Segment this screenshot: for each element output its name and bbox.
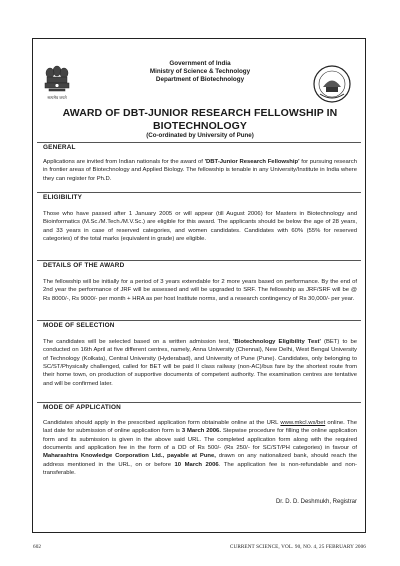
svg-text:सत्यमेव जयते: सत्यमेव जयते [47,95,67,100]
divider [37,260,361,261]
ministry-line: Ministry of Science & Technology [149,68,251,75]
journal-citation: CURRENT SCIENCE, VOL. 90, NO. 4, 25 FEBRUARY 2006 [229,544,366,550]
issuing-authority [90,60,310,84]
divider [37,402,361,403]
general-paragraph: Applications are invited from Indian nationals for the award of 'DBT-Junior Research Fellowship' for pursuing research in frontier areas of Biotechnology and Applied Biology. The fellowship is tenable in any University/Institute in India where they can register for Ph.D. [43,159,357,182]
page-number: 602 [33,544,42,550]
section-heading-details: DETAILS OF THE AWARD [43,262,125,269]
section-heading-application: MODE OF APPLICATION [43,404,121,411]
national-emblem-icon [40,62,74,102]
section-heading-selection: MODE OF SELECTION [43,322,115,329]
divider [37,142,361,143]
divider [37,192,361,193]
page-title: AWARD OF DBT-JUNIOR RESEARCH FELLOWSHIP IN BIOTECHNOLOGY [62,107,338,132]
selection-paragraph: The candidates will be selected based on a written admission test, 'Biotechnology Eligibility Test' (BET) to be conducted on 16th April at five different centres, namely, Anna University (Chennai), New Delhi, West Bengal University of Technology (Kolkata), Central University (Hyderabad), and University of Pune (Pune). Candidates, only belonging to SC/ST/Physically challenged, called for BET will be paid II class railway (non-AC)/bus fare by the shortest route from their home town, on production of supportive documents of competent authority. The examination centres are tentative and will be confirmed later. [43,339,357,387]
eligibility-paragraph: Those who have passed after 1 January 2005 or will appear (till August 2006) for Masters in Biotechnology and Bioinformatics (M.Sc./M.Tech./M.V.Sc.) are eligible for this award. The applicants should be below the age of 28 years, and 33 years in case of reserved categories, and women candidates. Candidates with 60% (55% for reserved categories) of the total marks (equivalent in grade) are eligible. [43,211,357,243]
section-heading-eligibility: ELIGIBILITY [43,194,83,201]
application-paragraph: Candidates should apply in the prescribed application form obtainable online at the URL www.mkcl.ws/bet online. The last date for submission of online application form is 3 March 2006. Stepwise procedure for filling the online application form and its submission is given in the above said URL. The completed application form along with the required documents and application fee in the form of a DD of Rs 500/- (Rs 250/- for SC/ST/PH categories) in favour of Maharashtra Knowledge Corporation Ltd., payable at Pune, drawn on any nationalized bank, should reach the address mentioned in the URL, on or before 10 March 2006. The application fee is non-refundable and non-transferable. [43,420,358,477]
government-line: Government of India [169,60,231,67]
application-url-link[interactable]: www.mkcl.ws/bet [280,420,326,426]
details-paragraph: The fellowship will be initially for a period of 3 years extendable for 2 more years based on performance. By the end of 2nd year the performance of JRF will be assessed and will be upgraded to SRF. The fellowship as JRF/SRF will be @ Rs 8000/-, Rs 9000/- per month + HRA as per host Institute norms, and a research contingency of Rs 30,000/- per year. [43,279,357,302]
registrar-signature: Dr. D. D. Deshmukh, Registrar [275,499,357,505]
section-heading-general: GENERAL [43,144,76,151]
department-line: Department of Biotechnology [155,76,245,83]
university-seal-icon [312,64,352,104]
divider [37,320,361,321]
page-subtitle: (Co-ordinated by University of Pune) [146,132,254,139]
